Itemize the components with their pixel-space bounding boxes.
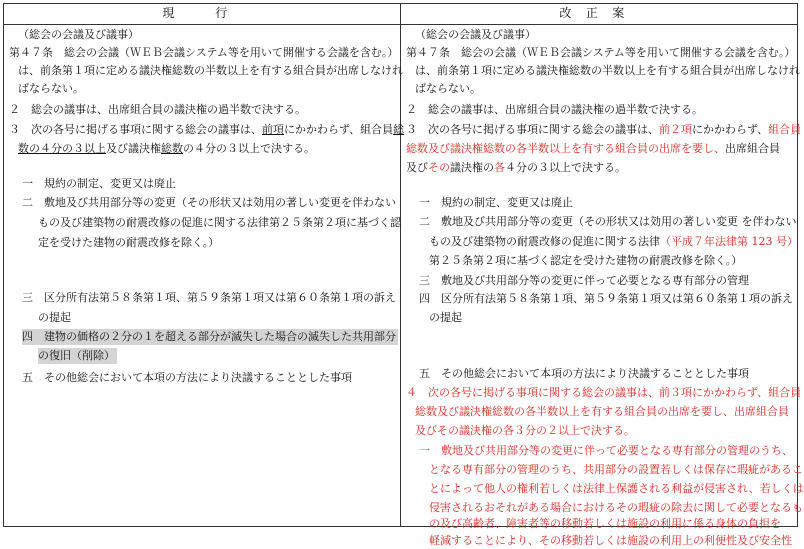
revised-item-5: 五 その他総会において本項の方法により決議することとした事項 [419,367,749,380]
revised-p4-item-1-cont: 侵害されるおそれがある場合におけるその瑕疵の除去に関して必要となるも [429,501,803,514]
revised-p4-item-1-cont: 軽減することにより、その移動若しくは施設の利用上の利便性及び安全性 [429,534,792,547]
header-revised: 改正案 [401,4,798,25]
body-row [4,25,798,527]
header-current: 現 行 [4,4,401,25]
revised-paragraph-3-cont: 及びその議決権の各４分の３以上で決する。 [406,161,626,174]
revised-paragraph-4-cont: 及びその議決権の各３分の２以上で決する。 [415,424,635,437]
revised-item-4: 四 区分所有法第５８条第１項、第５９条第１項又は第６０条第１項の訴え [419,292,793,305]
current-item-4-deleted: 四 建物の価格の２分の１を超える部分が滅失した場合の滅失した共用部分 [22,330,396,343]
revised-item-2: 二 敷地及び共用部分等の変更（その形状又は効用の著しい変更 を伴わない [419,215,797,228]
current-column [4,25,405,527]
revised-column [401,25,804,547]
comparison-table [3,3,804,547]
current-item-2: 二 敷地及び共用部分等の変更（その形状又は効用の著しい変更を伴わない [22,196,396,209]
revised-item-2-cont: もの及び建築物の耐震改修の促進に関する法律（平成７年法律第 123 号） [429,235,798,248]
revised-item-2-cont: 第２５条第２項に基づく認定を受けた建物の耐震改修を除く。） [429,254,743,267]
revised-section-heading: （総会の会議及び議事） [415,28,536,41]
revised-paragraph-3-cont: 総数及び議決権総数の各半数以上を有する組合員の出席を要し、出席組合員 [406,142,780,155]
revised-item-4-cont: の提起 [429,311,462,324]
revised-paragraph-4-cont: 総数及び議決権総数の各半数以上を有する組合員の出席を要し、出席組合員 [415,405,789,418]
current-item-5: 五 その他総会において本項の方法により決議することとした事項 [22,371,352,384]
revised-article-line: ばならない。 [415,82,481,95]
current-paragraph-3-cont: 数の４分の３以上及び議決権総数の４分の３以上で決する。 [18,142,315,155]
current-article-line: 第４７条 総会の会議（ＷＥＢ会議システム等を用いて開催する会議を含む。） [9,46,399,59]
current-item-1: 一 規約の制定、変更又は廃止 [22,177,176,190]
revised-p4-item-1-cont: の及び高齢者、障害者等の移動若しくは施設の利用に係る身体の負担を [429,517,781,530]
current-item-2-cont: もの及び建築物の耐震改修の促進に関する法律第２５条第２項に基づく認 [38,216,401,229]
current-section-heading: （総会の会議及び議事） [18,28,139,41]
current-article-line: は、前条第１項に定める議決権総数の半数以上を有する組合員が出席しなけれ [18,64,403,77]
current-paragraph-2: ２ 総会の議事は、出席組合員の議決権の過半数で決する。 [9,103,306,116]
revised-paragraph-4: ４ 次の各号に掲げる事項に関する総会の議事は、前３項にかかわらず、組合員 [406,386,802,399]
revised-p4-item-1-cont: とによって他人の権利若しくは法律上保護される利益が侵害され、若しくは [429,482,804,495]
current-article-line: ばならない。 [18,82,84,95]
revised-item-1: 一 規約の制定、変更又は廃止 [419,196,573,209]
current-item-3-cont: の提起 [38,311,71,324]
current-paragraph-3: ３ 次の各号に掲げる事項に関する総会の議事は、前項にかかわらず、組合員総 [9,123,405,136]
revised-article-line: 第４７条 総会の会議（ＷＥＢ会議システム等を用いて開催する会議を含む。） [406,46,796,59]
current-item-2-cont: 定を受けた建物の耐震改修を除く。） [38,236,220,249]
revised-paragraph-2: ２ 総会の議事は、出席組合員の議決権の過半数で決する。 [406,103,703,116]
revised-item-3: 三 敷地及び共用部分等の変更に伴って必要となる専有部分の管理 [419,274,749,287]
header-row [4,4,798,25]
revised-article-line: は、前条第１項に定める議決権総数の半数以上を有する組合員が出席しなけれ [415,64,800,77]
current-item-4-deleted-cont: の復旧（削除） [38,349,115,362]
revised-p4-item-1-cont: となる専有部分の管理のうち、共用部分の設置若しくは保存に瑕疵があるこ [429,463,803,476]
revised-p4-item-1: 一 敷地及び共用部分等の変更に伴って必要となる専有部分の管理のうち、 [419,444,793,457]
revised-paragraph-3: ３ 次の各号に掲げる事項に関する総会の議事は、前２項にかかわらず、組合員 [406,123,802,136]
current-item-3: 三 区分所有法第５８条第１項、第５９条第１項又は第６０条第１項の訴え [22,291,396,304]
